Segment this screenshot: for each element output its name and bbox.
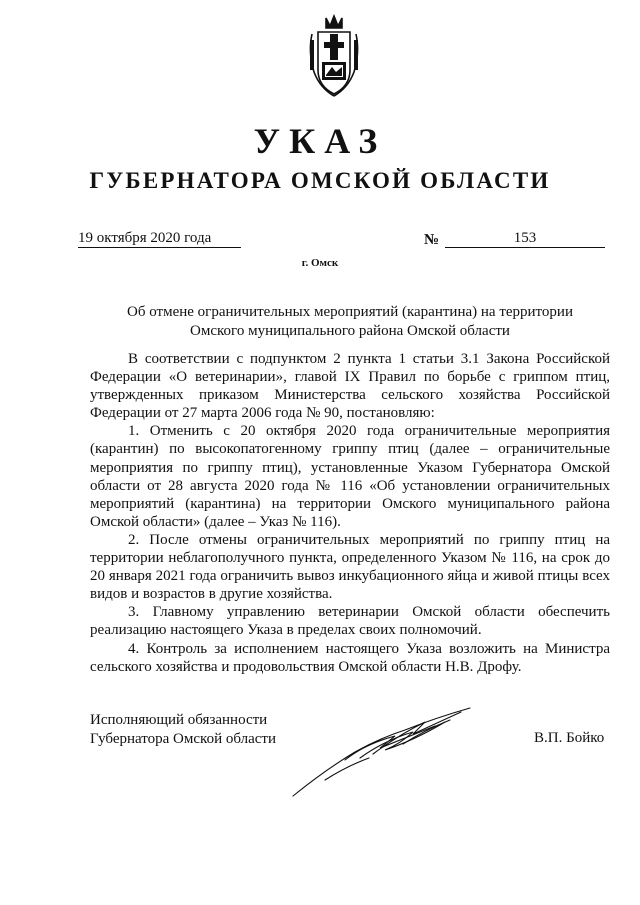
body-paragraph: 1. Отменить с 20 октября 2020 года ограничительные мероприятия (карантин) по высокопатогенному гриппу птиц (далее – ограничительные мероприятия по гриппу птиц), установленные Указом Губернатора Омской области от 28 августа 2020 года № 116 «Об установлении ограничительных мероприятий (карантина) на территории Омского муниципального района Омской области» (далее – Указ № 116). [90,423,610,530]
document-place: г. Омск [301,257,339,269]
document-subtitle: ГУБЕРНАТОРА ОМСКОЙ ОБЛАСТИ [89,168,551,193]
signatory-name: В.П. Бойко [534,730,605,746]
signatory-role-line: Исполняющий обязанности [90,712,268,728]
body-paragraph: В соответствии с подпунктом 2 пункта 1 статьи 3.1 Закона Российской Федерации «О ветеринарии», главой IX Правил по борьбе с гриппом птиц, утвержденных приказом Министерства сельского хозяйства Российской Федерации от 27 марта 2006 года № 90, постановляю: [90,351,610,422]
document-body [90,350,610,676]
number-sign: № [424,232,440,248]
heading-line: Омского муниципального района Омской области [190,323,510,339]
document-heading [90,303,610,341]
document-date: 19 октября 2020 года [78,230,241,248]
signatory-role-line: Губернатора Омской области [90,731,276,747]
signatory-role [90,711,276,749]
body-paragraph: 3. Главному управлению ветеринарии Омской области обеспечить реализацию настоящего Указа в пределах своих полномочий. [90,604,610,639]
document-number: 153 [445,230,605,248]
signature-icon [285,700,480,800]
heading-line: Об отмене ограничительных мероприятий (карантина) на территории [127,304,573,320]
coat-of-arms-icon [306,12,362,98]
body-paragraph: 4. Контроль за исполнением настоящего Указа возложить на Министра сельского хозяйства и продовольствия Омской области Н.В. Дрофу. [90,640,610,675]
body-paragraph: 2. После отмены ограничительных мероприятий по гриппу птиц на территории неблагополучного пункта, определенного Указом № 116, на срок до 20 января 2021 года ограничить вывоз инкубационного яйца и живой птицы всех видов и возрастов в другие хозяйства. [90,531,610,603]
document-title: УКАЗ [253,121,387,161]
